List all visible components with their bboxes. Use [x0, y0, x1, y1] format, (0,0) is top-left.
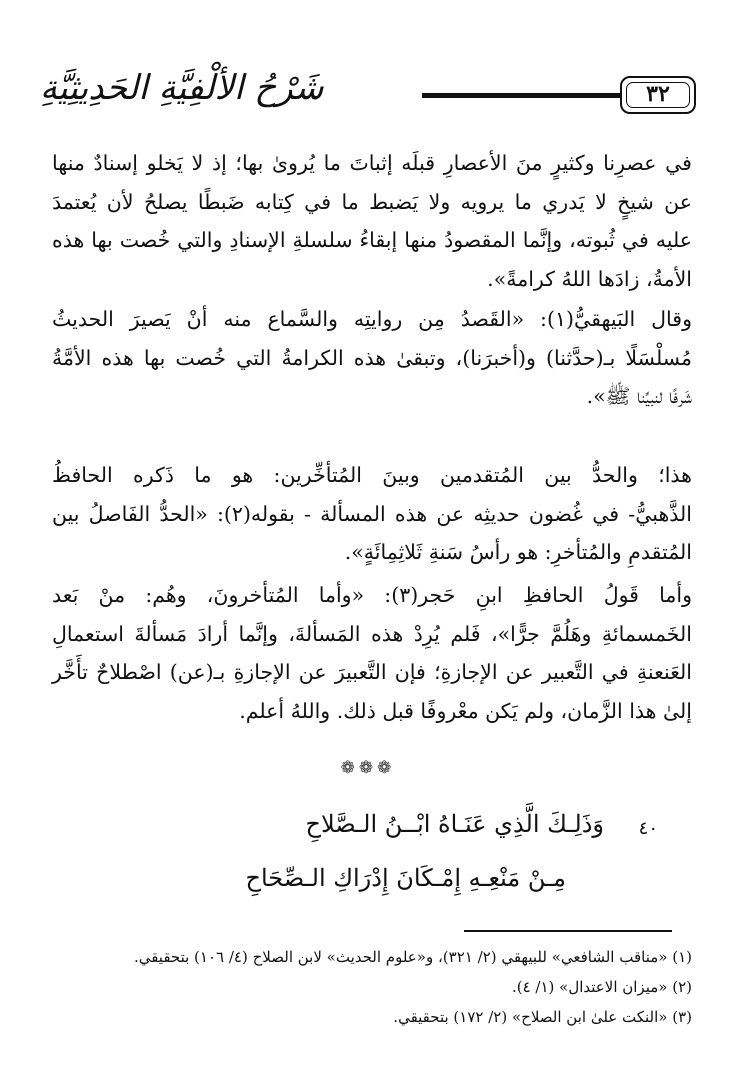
footnote-2: (٢) «ميزان الاعتدال» (١/ ٤).: [511, 978, 692, 996]
page-number: ٣٢: [646, 81, 670, 107]
verse-first-hemistich: وَذَلِـكَ الَّذِي عَنَـاهُ ابْــنُ الـصَّلاحِ: [305, 810, 604, 838]
footnote-rule: [464, 930, 672, 932]
text-line: إلىٰ هذا الزَّمان، ولم يَكن معْروفًا قبل ذلك. واللهُ أعلم.: [239, 698, 692, 723]
verse-number: ٤٠: [638, 818, 658, 839]
verse-second-hemistich: مِـنْ مَنْعِـهِ إِمْـكَانَ إِدْرَاكِ الـصِّحَاحِ: [245, 864, 566, 892]
text-line: الخَمسمائةِ وهَلُمَّ جرًّا»، فَلم يُرِدْ هذه المَسألةَ، وإنَّما أرادَ مَسألةَ استعمالِ: [52, 621, 692, 646]
text-line: عليه في ثُبوته، وإنَّما المقصودُ منها إبقاءُ سلسلةِ الإسنادِ والتي خُصت بها هذه: [52, 228, 692, 252]
text-line: شَرفًا لنبيِّنا ﷺ».: [586, 384, 692, 408]
header-rule: [422, 93, 620, 98]
paragraph-3: [52, 456, 692, 572]
text-line: في عصرِنا وكثيرٍ منَ الأعصارِ قبلَه إثباتَ ما يُروىٰ بها؛ إذ لا يَخلو إسنادٌ منها: [52, 151, 692, 175]
text-line: العَنعنةِ في التَّعبير عن الإجازةِ؛ فإن التَّعبيرَ عن الإجازةِ بـ(عن) اصْطلاحٌ تأَخَّر: [52, 660, 692, 684]
text-line: عن شيخٍ لا يَدري ما يرويه ولا يَضبط ما في كِتابه ضَبطًا يصلحُ لأن يُعتمدَ: [52, 189, 692, 214]
text-line: وقال البَيهقيُّ(١): «القَصدُ مِن روايتِه والسَّماع منه أنْ يَصيرَ الحديثُ: [52, 307, 692, 331]
text-line: وأما قَولُ الحافظِ ابنِ حَجر(٣): «وأما المُتأخرونَ، وهُم: منْ بَعد: [52, 583, 692, 607]
book-title: شَرْحُ الألْفِيَّةِ الحَدِيثِيَّةِ: [40, 68, 324, 108]
text-line: هذا؛ والحدُّ بين المُتقدمين وبينَ المُتأخِّرين: هو ما ذَكره الحافظُ: [52, 463, 692, 487]
footnote-1: (١) «مناقب الشافعي» للبيهقي (٢/ ٣٢١)، و«علوم الحديث» لابن الصلاح (٤/ ١٠٦) بتحقيقي.: [133, 948, 692, 966]
footnotes: [40, 942, 692, 1032]
page-number-frame: [620, 76, 696, 114]
page-header: [40, 62, 696, 126]
text-line: المُتقدمِ والمُتأخرِ: هو رأسُ سَنةِ ثَلاثِمِائَةٍ».: [344, 540, 692, 564]
text-line: مُسلْسَلًا بـ(حدَّثنا) و(أخبرَنا)، وتبقىٰ هذه الكرامةُ التي خُصت بها هذه الأمَّةُ: [52, 345, 692, 370]
paragraph-2: [52, 300, 692, 416]
text-line: الأمةُ، زادَها اللهُ كرامةً».: [487, 266, 692, 291]
text-line: الذَّهبيُّ- في غُضون حديثِه عن هذه المسألة - بقوله(٢): «الحدُّ الفَاصلُ بين: [52, 501, 692, 526]
section-separator: ❁❁❁: [340, 758, 396, 778]
paragraph-1: [52, 144, 692, 298]
paragraph-4: [52, 576, 692, 730]
footnote-3: (٣) «النكت علىٰ ابن الصلاح» (٢/ ١٧٢) بتحقيقي.: [393, 1008, 692, 1026]
